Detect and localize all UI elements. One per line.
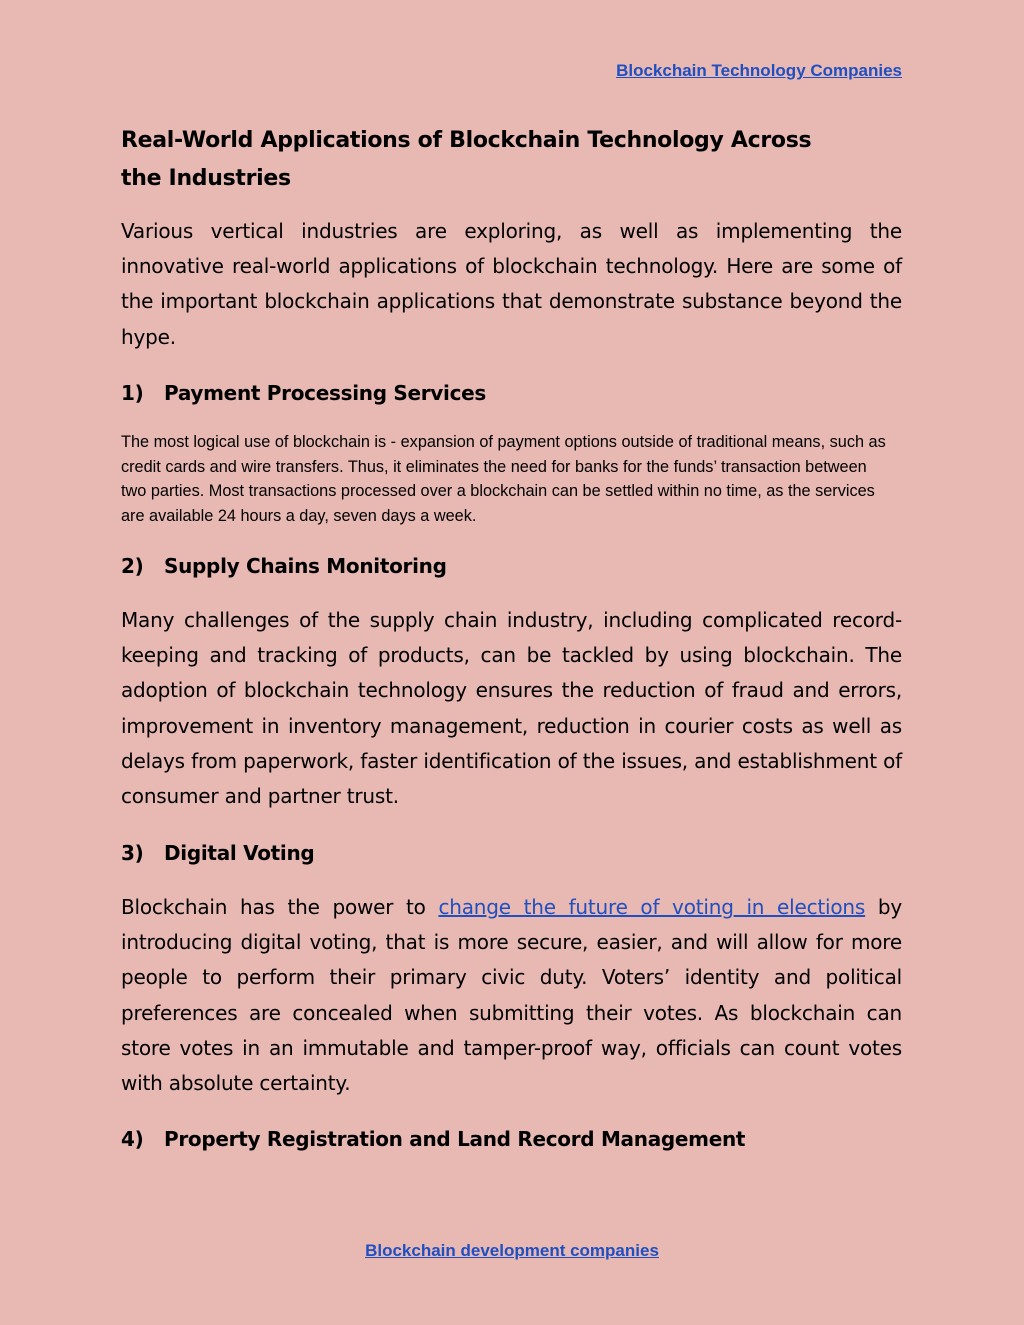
section-number: 4)	[121, 1127, 144, 1151]
digital-voting-paragraph	[121, 890, 902, 1101]
section-heading-digital-voting	[121, 839, 314, 867]
section-heading-supply-chains	[121, 552, 447, 580]
section-title: Property Registration and Land Record Management	[164, 1127, 746, 1151]
digital-voting-text-end: by introducing digital voting, that is more secure, easier, and will allow for more people to perform their primary civic duty. Voters’ identity and political preferences are concealed when submitting their votes. As blockchain can store votes in an immutable and tamper-proof way, officials can count votes with absolute certainty.	[121, 895, 903, 1096]
supply-chains-paragraph: Many challenges of the supply chain industry, including complicated record-keeping and tracking of products, can be tackled by using blockchain. The adoption of blockchain technology ensures the reduction of fraud and errors, improvement in inventory management, reduction in courier costs as well as delays from paperwork, faster identification of the issues, and establishment of consumer and partner trust.	[121, 608, 902, 809]
section-number: 3)	[121, 841, 144, 865]
section-title: Payment Processing Services	[164, 381, 487, 405]
digital-voting-text-start: Blockchain has the power to	[121, 895, 439, 919]
section-title: Digital Voting	[164, 841, 315, 865]
payment-processing-paragraph: The most logical use of blockchain is - expansion of payment options outside of traditional means, such as credit cards and wire transfers. Thus, it eliminates the need for banks for the funds’ transaction between two parties. Most transactions processed over a blockchain can be settled within no time, as the services are available 24 hours a day, seven days a week.	[121, 433, 886, 525]
footer-link-blockchain-development-companies[interactable]: Blockchain development companies	[365, 1241, 659, 1260]
section-heading-payment-processing	[121, 379, 486, 407]
header-link-blockchain-technology-companies[interactable]: Blockchain Technology Companies	[616, 61, 902, 80]
intro-paragraph: Various vertical industries are exploring, as well as implementing the innovative real-world applications of blockchain technology. Here are some of the important blockchain applications that demonstrate substance beyond the hype.	[121, 219, 902, 349]
section-number: 1)	[121, 381, 144, 405]
footer	[0, 1241, 1024, 1261]
section-title: Supply Chains Monitoring	[164, 554, 447, 578]
section-number: 2)	[121, 554, 144, 578]
voting-elections-link[interactable]: change the future of voting in elections	[438, 895, 866, 919]
document-title: Real-World Applications of Blockchain Technology Across the Industries	[121, 128, 812, 191]
section-heading-property-registration	[121, 1125, 745, 1153]
